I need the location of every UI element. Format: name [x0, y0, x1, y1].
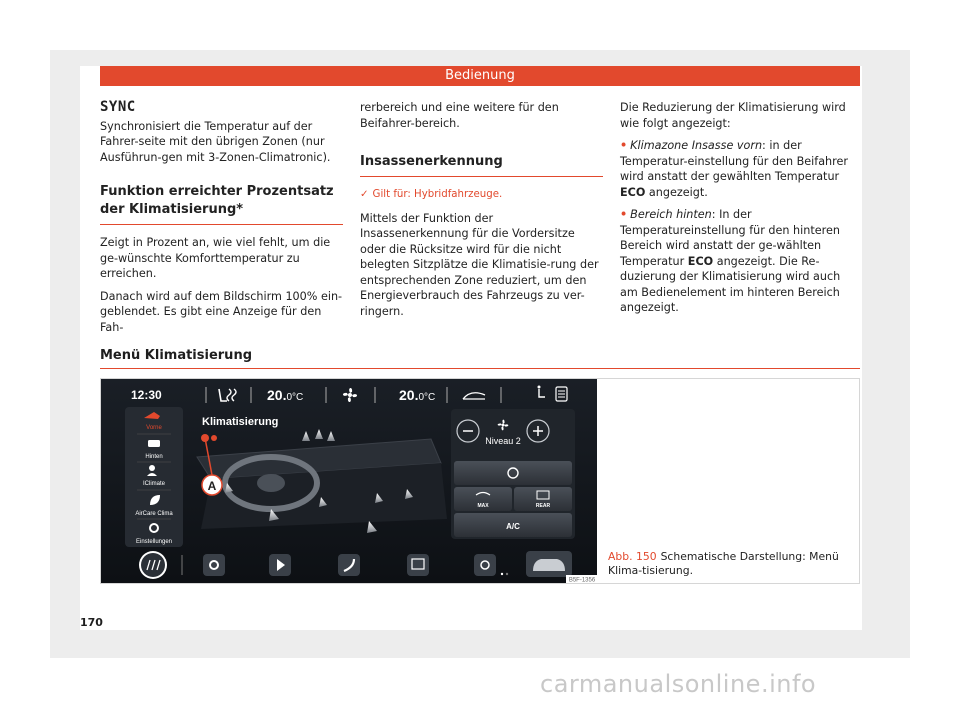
svg-text:Hinten: Hinten [145, 454, 163, 460]
bullet-label: Klimazone Insasse vorn [630, 139, 763, 152]
bullet-text: angezeigt. [645, 185, 708, 199]
eco-label: ECO [687, 254, 714, 268]
dock-connect-button[interactable] [474, 554, 496, 576]
bullet-item [620, 207, 860, 316]
column-1 [100, 100, 343, 342]
svg-text:REAR: REAR [535, 503, 551, 509]
temp-passenger: 20.0°C [399, 387, 436, 403]
climate-screen-figure [101, 379, 597, 583]
bullet-text: : In der Temperatureinstellung für den hinteren Bereich wird anstatt der ge-wählten Temperatur [620, 208, 840, 268]
page-number: 170 [80, 616, 103, 629]
svg-text:AirCare Clima: AirCare Clima [135, 511, 173, 517]
chapter-header: Bedienung [100, 66, 860, 86]
column-3 [620, 100, 860, 323]
figure-code: B5F-1356 [568, 577, 596, 583]
svg-text:MAX: MAX [477, 503, 489, 509]
watermark: carmanualsonline.info [540, 670, 817, 698]
paragraph: rerbereich und eine weitere für den Beifahrer-bereich. [360, 101, 559, 130]
check-icon: ✓ [360, 189, 369, 200]
paragraph: Die Reduzierung der Klimatisierung wird wie folgt angezeigt: [620, 101, 846, 130]
note-text: Gilt für: Hybridfahrzeuge. [372, 189, 503, 200]
max-defrost-button[interactable] [454, 487, 512, 511]
svg-text:A/C: A/C [506, 522, 520, 531]
eco-label: ECO [620, 185, 646, 199]
dock-phone-button[interactable] [338, 554, 360, 576]
svg-text:A: A [207, 479, 217, 493]
sync-text: Synchronisiert die Temperatur auf der Fahrer-seite mit den übrigen Zonen (nur Ausführun-gen mit 3-Zonen-Climatronic). [100, 119, 331, 164]
auto-climate-button[interactable] [454, 461, 572, 485]
paragraph: Mittels der Funktion der Insassenerkennung für die Vordersitze oder die Rücksitze wird für die nicht belegten Sitzplätze die Klimatisie-rung der entsprechenden Zone reduziert, um den Energieverbrauch des Fahrzeugs zu ver-ringern. [360, 211, 599, 318]
applicability-note [360, 187, 603, 203]
section-title-menu: Menü Klimatisierung [100, 348, 860, 369]
bullet-label: Bereich hinten [630, 208, 712, 221]
section-title-prozentsatz: Funktion erreichter Prozentsatz der Klimatisierung* [100, 183, 343, 225]
paragraph: Danach wird auf dem Bildschirm 100% ein-geblendet. Es gibt eine Anzeige für den Fah- [100, 289, 343, 334]
bullet-item [620, 138, 860, 200]
sync-title: SYNC [100, 99, 136, 115]
figure-label: Abb. 150 [608, 550, 657, 563]
bullet-text: : in der Temperatur-einstellung für den Beifahrer wird anstatt der gewählten Temperatur [620, 139, 848, 183]
dock-media-button[interactable] [269, 554, 291, 576]
dock-settings-button[interactable] [203, 554, 225, 576]
bullet-icon: • [620, 208, 628, 221]
figure-caption [608, 550, 858, 578]
section-title-insassenerkennung: Insassenerkennung [360, 153, 603, 177]
ac-button[interactable] [454, 513, 572, 537]
svg-text:Vorne: Vorne [146, 425, 162, 431]
temp-driver: 20.0°C [267, 387, 304, 403]
bullet-icon: • [620, 139, 628, 152]
screen-title: Klimatisierung [202, 416, 279, 428]
rear-defrost-button[interactable] [514, 487, 572, 511]
clock: 12:30 [131, 388, 162, 402]
dock-apps-button[interactable] [407, 554, 429, 576]
fan-level: Niveau 2 [485, 436, 521, 446]
bullet-text: angezeigt. Die Re-duzierung der Klimatisierung wird auch am Bedienelement im hinteren Bereich angezeigt. [620, 254, 841, 314]
svg-text:Einstellungen: Einstellungen [135, 539, 173, 545]
dock-car-button[interactable] [526, 551, 572, 577]
svg-text:IClimate: IClimate [142, 481, 166, 487]
climate-home-button[interactable] [139, 551, 167, 579]
paragraph: Zeigt in Prozent an, wie viel fehlt, um die ge-wünschte Komforttemperatur zu erreichen. [100, 236, 331, 280]
caption-text: Schematische Darstellung: Menü Klima-tisierung. [608, 550, 839, 577]
column-2 [360, 100, 603, 326]
